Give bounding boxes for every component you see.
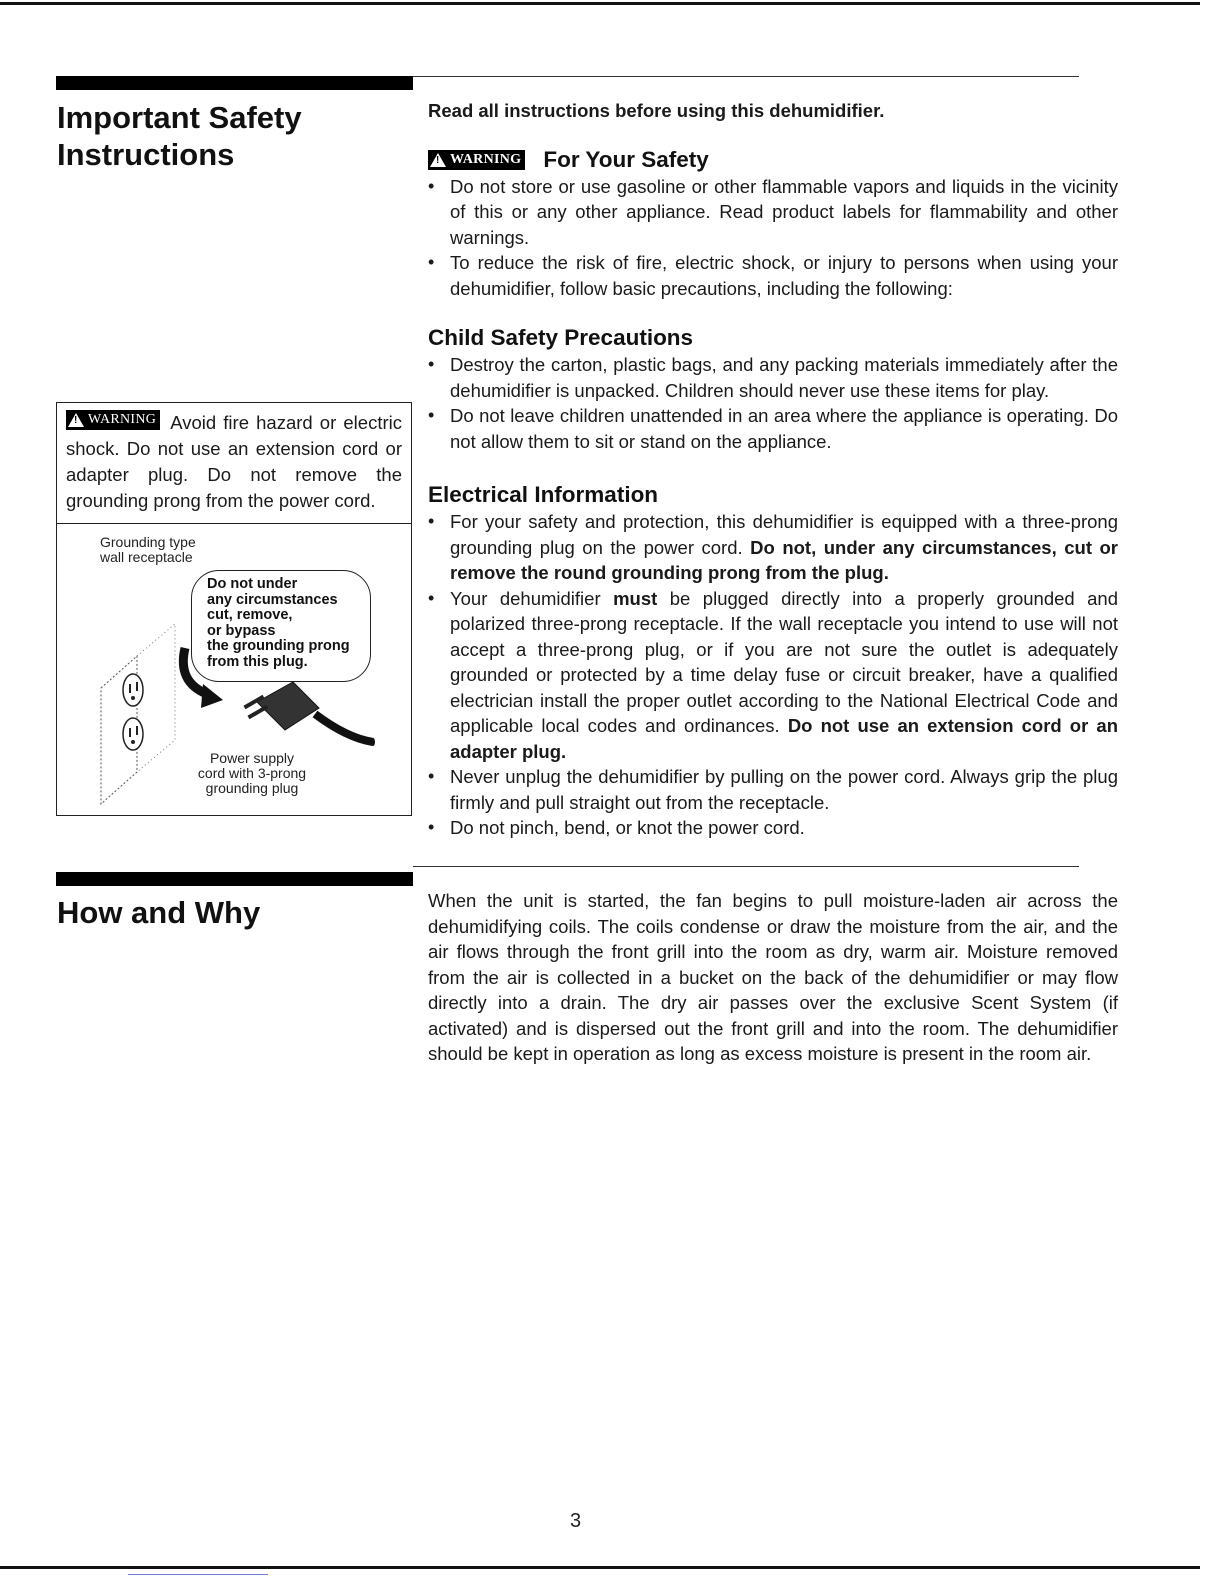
top-rule	[0, 2, 1200, 5]
list-item: • Do not pinch, bend, or knot the power cord.	[428, 815, 1118, 841]
warning-triangle-icon: !	[430, 153, 446, 167]
section-rule	[413, 76, 1079, 77]
list-item: • Do not store or use gasoline or other flammable vapors and liquids in the vicinity of this or any other appliance. Read product labels for flammability and other warnings.	[428, 174, 1118, 251]
badge-label: WARNING	[450, 151, 522, 167]
plug-icon	[243, 682, 375, 746]
lead-instruction: Read all instructions before using this dehumidifier.	[428, 100, 885, 121]
list-item: • Never unplug the dehumidifier by pulling on the power cord. Always grip the plug firmly and pull straight out from the receptacle.	[428, 764, 1118, 815]
callout-line: Do not under	[207, 576, 298, 592]
section-bar	[56, 872, 413, 886]
item-text: Your dehumidifier	[450, 587, 601, 609]
list-item: • Do not leave children unattended in an area where the appliance is operating. Do not allow them to sit or stand on the appliance.	[428, 403, 1118, 454]
item-bold: Do not use an extension cord or an adapter plug.	[450, 715, 1119, 762]
callout-line: the grounding prong	[207, 638, 350, 655]
for-your-safety-heading	[428, 146, 1118, 174]
callout-line: from this plug.	[207, 653, 308, 670]
list-item: • To reduce the risk of fire, electric shock, or injury to persons when using your dehumidifier, follow basic precautions, including the following:	[428, 250, 1118, 301]
warning-badge	[66, 410, 160, 430]
item-bold: Do not, under any circumstances, cut or remove the round grounding prong from the plug.	[450, 536, 1119, 583]
callout-line: any circumstances	[207, 591, 338, 608]
warning-message: Avoid fire hazard or electric shock. Do not use an extension cord or adapter plug. Do not remove the grounding prong from the power cord.	[66, 412, 402, 511]
list-item	[428, 586, 1118, 765]
plug-label	[187, 751, 317, 796]
list-item	[428, 509, 1118, 586]
label-line: Grounding type	[100, 534, 196, 550]
child-safety-list	[428, 352, 1118, 454]
label-line: cord with 3-prong	[197, 765, 307, 781]
badge-label: WARNING	[88, 412, 157, 427]
page-number: 3	[570, 1510, 582, 1532]
title-line: Instructions	[57, 137, 235, 172]
electrical-heading: Electrical Information	[428, 482, 659, 507]
arrow-icon	[201, 684, 223, 708]
child-safety-heading: Child Safety Precautions	[428, 325, 694, 350]
how-and-why-text: When the unit is started, the fan begins to pull moisture-laden air across the dehumidifying coils. The coils condense or draw the moisture from the air, and the air flows through the front grill into the room as dry, warm air. Moisture removed from the air is collected in a bucket on the back of the dehumidifier or may flow directly into a drain. The dry air passes over the exclusive Scent System (if activated) and is dispersed out the front grill and into the room. The dehumidifier should be kept in operation as long as excess moisture is present in the room air.	[428, 890, 1118, 1064]
callout-line: cut, remove,	[207, 607, 293, 624]
warning-box	[56, 402, 412, 816]
item-bold: must	[613, 587, 658, 609]
safety-column	[428, 98, 1118, 841]
wall-receptacle-icon	[101, 624, 175, 804]
heading-text: For Your Safety	[543, 146, 709, 172]
section-rule	[413, 866, 1079, 867]
safety-list	[428, 174, 1118, 302]
label-line: wall receptacle	[100, 549, 193, 565]
bottom-accent-rule	[128, 1574, 268, 1575]
bottom-rule	[0, 1566, 1200, 1569]
warning-badge	[428, 150, 525, 170]
section-bar	[56, 76, 413, 90]
item-text: be plugged directly into a properly grounded and polarized three-prong receptacle. If the wall receptacle you intend to use will not accept a three-prong plug, or if you are not sure the outlet is adequately grounded or protected by a time delay fuse or circuit breaker, have a qualified electrician install the proper outlet according to the National Electrical Code and applicable local codes and ordinances.	[450, 587, 1119, 736]
warning-triangle-icon: !	[68, 413, 84, 427]
electrical-list	[428, 509, 1118, 841]
callout-bubble	[191, 570, 371, 682]
section-title: How and Why	[57, 895, 261, 930]
item-text: For your safety and protection, this dehumidifier is equipped with a three-prong grounding plug on the power cord.	[450, 511, 1118, 558]
list-item: • Destroy the carton, plastic bags, and any packing materials immediately after the dehumidifier is unpacked. Children should never use these items for play.	[428, 352, 1118, 403]
label-line: Power supply	[209, 750, 295, 766]
section-title	[57, 99, 302, 173]
callout-line: or bypass	[207, 622, 276, 639]
title-line: Important Safety	[57, 100, 302, 135]
label-line: grounding plug	[205, 780, 299, 796]
receptacle-label	[100, 535, 196, 565]
warning-text	[66, 410, 402, 514]
